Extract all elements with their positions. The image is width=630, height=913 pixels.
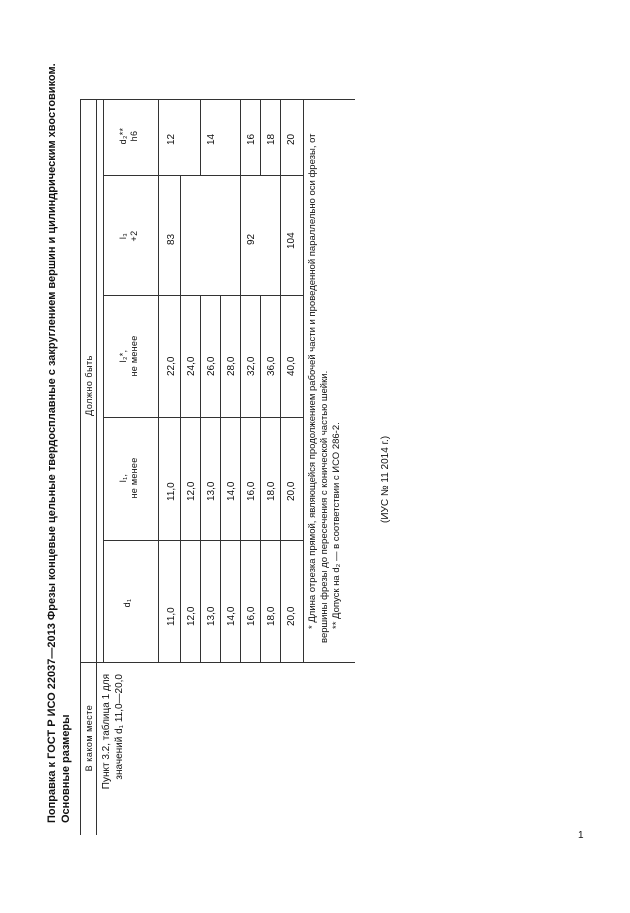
col-header-l2: l₂*, не менее — [118, 335, 139, 377]
header-where: В каком месте — [84, 704, 94, 772]
table-top-rule — [80, 100, 81, 835]
cell-d2: 18 — [266, 133, 277, 145]
footnote-2: ** Допуск на d₂ — в соответствии с ИСО 286-2. — [331, 422, 342, 629]
d2-sep-4 — [280, 100, 281, 176]
where-text — [100, 674, 126, 809]
col-sep-3 — [103, 295, 303, 296]
cell-d1: 12,0 — [186, 606, 197, 626]
cell-l1: 16,0 — [246, 481, 257, 501]
page-number: 1 — [578, 830, 584, 841]
l3-sep-1 — [180, 176, 181, 296]
cell-l1: 18,0 — [266, 481, 277, 501]
l3-sep-3 — [280, 176, 281, 296]
row-sep-2 — [200, 296, 201, 663]
col-sep-2 — [103, 417, 303, 418]
cell-d2: 20 — [286, 133, 297, 145]
inner-table-bottom — [303, 100, 304, 663]
col-header-d1: d₁ — [122, 598, 132, 608]
page-title: Поправка к ГОСТ Р ИСО 22037—2013 Фрезы концевые цельные твердосплавные с закруглением вершин и цилиндрическим хвостовиком. — [46, 63, 58, 823]
cell-d1: 16,0 — [246, 606, 257, 626]
where-text-line2: значений d₁ 11,0—20,0 — [114, 674, 125, 780]
cell-l3: 92 — [246, 233, 257, 245]
table-right-rule — [80, 99, 355, 100]
cell-d1: 14,0 — [226, 606, 237, 626]
row-sep-6 — [280, 296, 281, 663]
cell-l1: 14,0 — [226, 481, 237, 501]
ius-reference: (ИУС № 11 2014 г.) — [380, 435, 391, 523]
where-text-line1: Пункт 3.2, таблица 1 для — [101, 674, 112, 790]
cell-l3: 83 — [166, 233, 177, 245]
cell-l2: 22,0 — [166, 356, 177, 376]
row-sep-3 — [220, 296, 221, 663]
cell-l2: 24,0 — [186, 356, 197, 376]
footnote-1-line2: вершины фрезы до пересечения с конической частью шейки. — [319, 370, 330, 643]
table-divider-where — [80, 662, 355, 663]
col-sep-1 — [103, 540, 303, 541]
footnote-1-line1: * Длина отрезка прямой, являющейся продолжением рабочей части и проведенной параллельно оси фрезы, от — [307, 133, 318, 629]
row-sep-5 — [260, 296, 261, 663]
l3-sep-2 — [240, 176, 241, 296]
cell-l3: 104 — [286, 232, 297, 249]
cell-d1: 11,0 — [166, 607, 177, 626]
cell-l2: 26,0 — [206, 356, 217, 376]
cell-d2: 14 — [206, 133, 217, 145]
d2-sep-1 — [200, 100, 201, 176]
cell-l2: 40,0 — [286, 356, 297, 376]
cell-d1: 20,0 — [286, 606, 297, 626]
cell-l1: 11,0 — [166, 482, 177, 501]
row-sep-4 — [240, 296, 241, 663]
cell-l2: 28,0 — [226, 356, 237, 376]
cell-l1: 12,0 — [186, 481, 197, 501]
d2-sep-2 — [240, 100, 241, 176]
cell-l1: 13,0 — [206, 481, 217, 501]
inner-table-top — [103, 100, 104, 663]
header-should: Должно быть — [84, 355, 94, 416]
col-header-l3: l₃ +2 — [118, 230, 139, 242]
cell-d1: 13,0 — [206, 606, 217, 626]
cell-l2: 36,0 — [266, 356, 277, 376]
table-header-rule — [96, 100, 97, 835]
d2-sep-3 — [260, 100, 261, 176]
inner-table-headrow — [158, 100, 159, 663]
cell-l1: 20,0 — [286, 481, 297, 501]
col-sep-4 — [103, 175, 303, 176]
cell-l2: 32,0 — [246, 356, 257, 376]
col-header-d2: d₂** h6 — [118, 127, 139, 145]
cell-d2: 16 — [246, 133, 257, 145]
cell-d1: 18,0 — [266, 606, 277, 626]
cell-d2: 12 — [166, 133, 177, 145]
page-subtitle: Основные размеры — [60, 714, 72, 823]
col-header-l1: l₁, не менее — [118, 457, 139, 499]
row-sep-1 — [180, 296, 181, 663]
